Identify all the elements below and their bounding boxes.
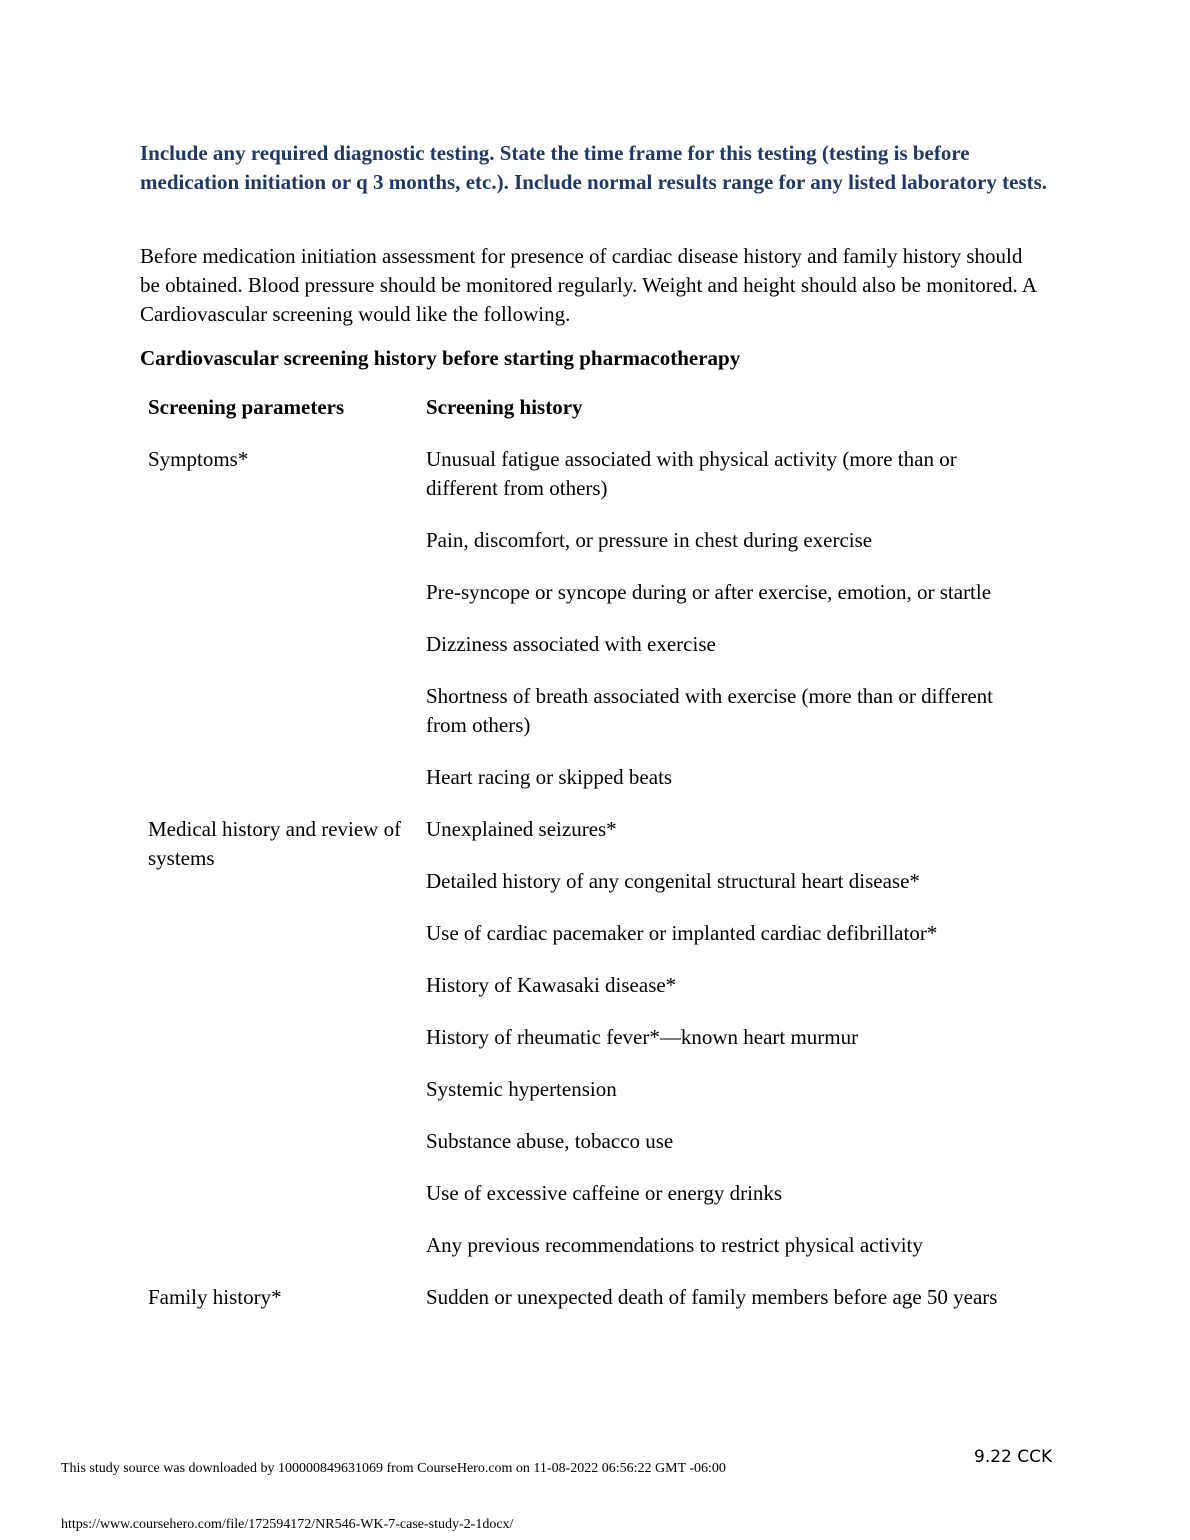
history-cell xyxy=(426,815,1026,1283)
download-notice: This study source was downloaded by 100000849631069 from CourseHero.com on 11-08-2022 06:56:22 GMT -06:00 xyxy=(61,1461,726,1476)
history-item: History of Kawasaki disease* xyxy=(426,973,677,997)
history-item: Use of cardiac pacemaker or implanted cardiac defibrillator* xyxy=(426,921,938,945)
source-url: https://www.coursehero.com/file/172594172/NR546-WK-7-case-study-2-1docx/ xyxy=(61,1517,514,1532)
history-item: Shortness of breath associated with exercise (more than or different from others) xyxy=(426,684,993,737)
history-item: Use of excessive caffeine or energy drinks xyxy=(426,1181,783,1205)
table-group-medical-history xyxy=(148,815,1048,1283)
history-item: History of rheumatic fever*—known heart murmur xyxy=(426,1025,859,1049)
history-cell xyxy=(426,445,1026,815)
history-item: Unexplained seizures* xyxy=(426,817,617,841)
history-cell xyxy=(426,1283,1026,1335)
intro-paragraph: Before medication initiation assessment for presence of cardiac disease history and family history should be obtained. Blood pressure should be monitored regularly. Weight and height should also be monitored. A Cardiovascular screening would like the following. xyxy=(140,244,1036,326)
history-item: Systemic hypertension xyxy=(426,1077,617,1101)
history-item: Unusual fatigue associated with physical activity (more than or different from others) xyxy=(426,447,957,500)
param-cell: Medical history and review of systems xyxy=(148,817,402,870)
param-cell: Symptoms* xyxy=(148,447,249,471)
history-item: Detailed history of any congenital structural heart disease* xyxy=(426,869,920,893)
section-heading: Include any required diagnostic testing. State the time frame for this testing (testing is before medication initiation or q 3 months, etc.). Include normal results range for any listed laboratory tests. xyxy=(140,141,1048,194)
history-item: Any previous recommendations to restrict physical activity xyxy=(426,1233,923,1257)
history-item: Pre-syncope or syncope during or after exercise, emotion, or startle xyxy=(426,580,992,604)
table-group-symptoms xyxy=(148,445,1048,815)
screening-table xyxy=(148,393,1048,1335)
param-cell: Family history* xyxy=(148,1285,282,1309)
history-item: Substance abuse, tobacco use xyxy=(426,1129,674,1153)
history-item: Heart racing or skipped beats xyxy=(426,765,673,789)
header-param: Screening parameters xyxy=(148,395,345,419)
table-title: Cardiovascular screening history before starting pharmacotherapy xyxy=(140,346,741,370)
page-code: 9.22 CCK xyxy=(974,1447,1053,1467)
table-group-family-history xyxy=(148,1283,1048,1335)
history-item: Dizziness associated with exercise xyxy=(426,632,716,656)
history-item: Pain, discomfort, or pressure in chest during exercise xyxy=(426,528,873,552)
header-history: Screening history xyxy=(426,395,583,419)
table-header-row xyxy=(148,393,1048,445)
history-item: Sudden or unexpected death of family members before age 50 years xyxy=(426,1285,998,1309)
